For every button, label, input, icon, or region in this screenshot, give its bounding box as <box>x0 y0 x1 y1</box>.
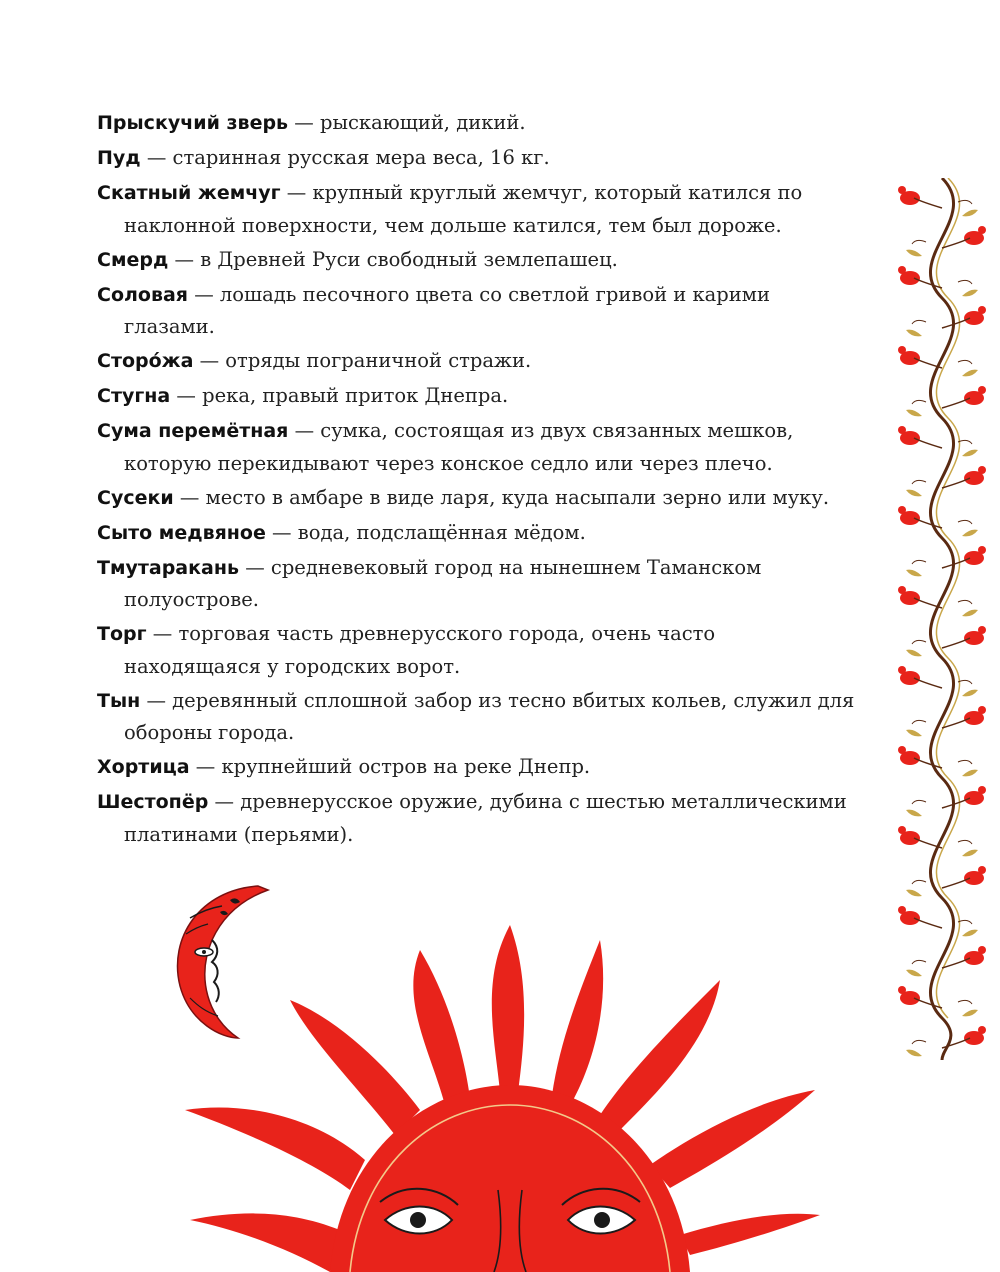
glossary-definition: — место в амбаре в виде ларя, куда насыпали зерно или муку. <box>173 485 830 509</box>
glossary-term: Сума перемётная <box>97 420 289 442</box>
glossary-definition: — вода, подслащённая мёдом. <box>265 520 586 544</box>
glossary-term: Сторóжа <box>97 350 194 372</box>
glossary-entry <box>97 279 857 343</box>
glossary-entry <box>97 751 857 784</box>
glossary-entry <box>97 552 857 616</box>
glossary-entry <box>97 107 857 140</box>
glossary-entry <box>97 517 857 550</box>
glossary-entry <box>97 380 857 413</box>
glossary-list <box>97 107 857 853</box>
glossary-term: Соловая <box>97 283 189 306</box>
sun-ray <box>552 940 603 1102</box>
glossary-definition: — древнерусское оружие, дубина с шестью металлическими платинами (перьями). <box>124 790 847 846</box>
khokhloma-floral-border <box>882 178 1000 1060</box>
glossary-entry <box>97 244 857 277</box>
sun-ray <box>650 1090 815 1188</box>
glossary-term: Сыто медвяное <box>97 521 266 544</box>
glossary-definition: — средневековый город на нынешнем Таманском полуострове. <box>124 555 762 611</box>
glossary-definition: — лошадь песочного цвета со светлой гривой и карими глазами. <box>124 282 770 338</box>
glossary-term: Пуд <box>97 147 141 169</box>
glossary-term: Прыскучий зверь <box>97 112 289 134</box>
glossary-entry <box>97 142 857 175</box>
glossary-term: Стугна <box>97 385 171 407</box>
glossary-definition: — крупный круглый жемчуг, который катился по наклонной поверхности, чем дольше катился, тем был дороже. <box>124 181 803 237</box>
glossary-definition: — торговая часть древнерусского города, очень часто находящаяся у городских ворот. <box>124 622 716 678</box>
glossary-definition: — крупнейший остров на реке Днепр. <box>189 755 591 778</box>
glossary-definition: — отряды пограничной стражи. <box>193 349 532 372</box>
sun-with-rays <box>180 920 820 1272</box>
glossary-term: Тмутаракань <box>97 556 239 579</box>
glossary-definition: — в Древней Руси свободный землепашец. <box>168 247 618 271</box>
glossary-entry <box>97 177 857 241</box>
glossary-entry <box>97 415 857 479</box>
sun-ray <box>290 1000 420 1135</box>
glossary-term: Тын <box>97 689 141 712</box>
sun-ray <box>190 1213 340 1272</box>
glossary-definition: — деревянный сплошной забор из тесно вбитых кольев, служил для обороны города. <box>124 688 855 744</box>
glossary-term: Смерд <box>97 248 169 271</box>
glossary-term: Сусеки <box>97 486 174 509</box>
glossary-entry <box>97 685 857 749</box>
glossary-term: Торг <box>97 623 147 645</box>
glossary-term: Шестопёр <box>97 791 209 813</box>
glossary-entry <box>97 618 857 682</box>
glossary-definition: — старинная русская мера веса, 16 кг. <box>140 146 550 169</box>
glossary-entry <box>97 786 857 850</box>
sun-ray <box>680 1214 820 1255</box>
glossary-definition: — рыскающий, дикий. <box>288 111 526 134</box>
glossary-definition: — сумка, состоящая из двух связанных мешков, которую перекидывают через конское седло или через плечо. <box>124 419 794 475</box>
glossary-term: Скатный жемчуг <box>97 182 281 204</box>
sun-ray <box>600 980 720 1130</box>
glossary-entry <box>97 482 857 515</box>
sun-ray <box>413 950 470 1105</box>
glossary-term: Хортица <box>97 756 190 778</box>
glossary-entry <box>97 345 857 378</box>
glossary-definition: — река, правый приток Днепра. <box>170 384 509 407</box>
sun-ray <box>492 925 524 1092</box>
sun-ray <box>185 1107 365 1190</box>
